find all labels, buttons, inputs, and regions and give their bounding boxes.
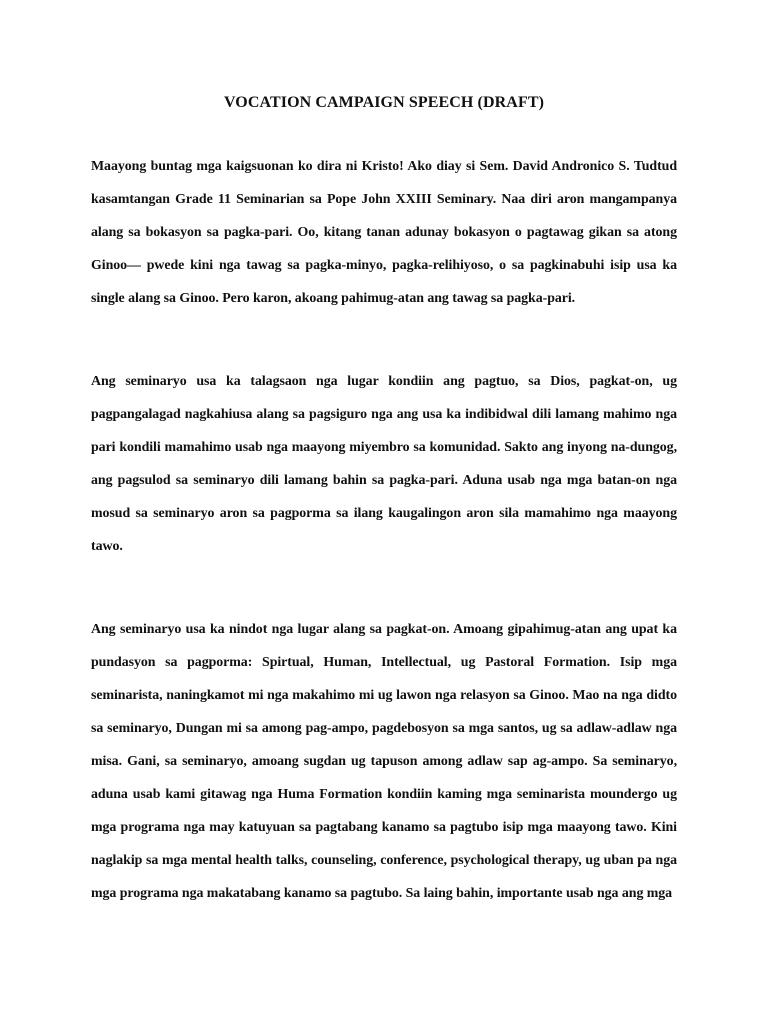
document-title: VOCATION CAMPAIGN SPEECH (DRAFT) (223, 94, 545, 111)
paragraph-formation-pillars: Ang seminaryo usa ka nindot nga lugar alang sa pagkat-on. Amoang gipahimug-atan ang upat ka pundasyon sa pagporma: Spirtual, Human, Intellectual, ug Pastoral Formation. Isip mga seminarista, naningkamot mi nga makahimo mi ug lawon nga relasyon sa Ginoo. Mao na nga didto sa seminaryo, Dungan mi sa among pag-ampo, pagdebosyon sa mga santos, ug sa adlaw-adlaw nga misa. Gani, sa seminaryo, amoang sugdan ug tapuson among adlaw sap ag-ampo. Sa seminaryo, aduna usab kami gitawag nga Huma Formation kondiin kaming mga seminarista moundergo ug mga programa nga may katuyuan sa pagtabang kanamo sa pagtubo isip mga maayong tawo. Kini naglakip sa mga mental health talks, counseling, conference, psychological therapy, ug uban pa nga mga programa nga makatabang kanamo sa pagtubo. Sa laing bahin, importante usab nga ang mga (91, 622, 677, 901)
paragraph-greeting: Maayong buntag mga kaigsuonan ko dira ni Kristo! Ako diay si Sem. David Andronico S. Tudtud kasamtangan Grade 11 Seminarian sa Pope John XXIII Seminary. Naa diri aron mangampanya alang sa bokasyon sa pagka-pari. Oo, kitang tanan adunay bokasyon o pagtawag gikan sa atong Ginoo— pwede kini nga tawag sa pagka-minyo, pagka-relihiyoso, o sa pagkinabuhi isip usa ka single alang sa Ginoo. Pero karon, akoang pahimug-atan ang tawag sa pagka-pari. (91, 159, 677, 306)
paragraph-seminary-description: Ang seminaryo usa ka talagsaon nga lugar kondiin ang pagtuo, sa Dios, pagkat-on, ug pagpangalagad nagkahiusa alang sa pagsiguro nga ang usa ka indibidwal dili lamang mahimo nga pari kondili mamahimo usab nga maayong miyembro sa komunidad. Sakto ang inyong na-dungog, ang pagsulod sa seminaryo dili lamang bahin sa pagka-pari. Aduna usab nga mga batan-on nga mosud sa seminaryo aron sa pagporma sa ilang kaugalingon aron sila mamahimo nga maayong tawo. (91, 374, 677, 554)
document-body (91, 150, 677, 910)
